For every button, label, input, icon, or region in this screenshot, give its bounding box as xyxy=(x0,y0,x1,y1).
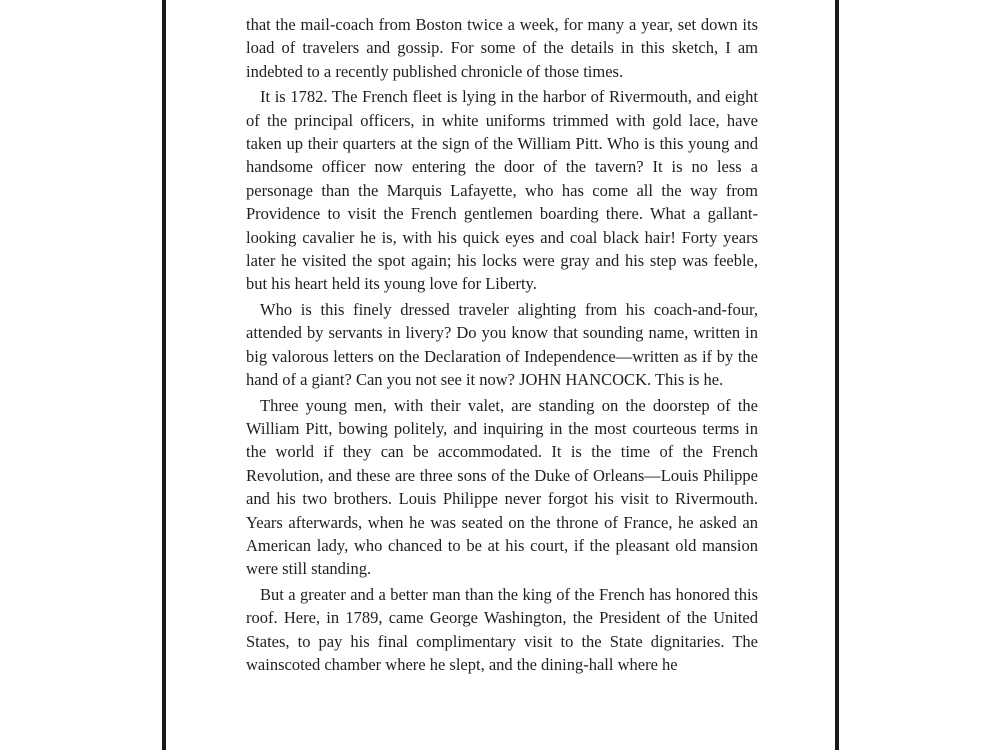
book-page xyxy=(162,0,839,750)
paragraph-3: Who is this finely dressed traveler alighting from his coach-and-four, attended by servants in livery? Do you know that sounding name, written in big valorous letters on the Declaration of Independence—written as if by the hand of a giant? Can you not see it now? JOHN HANCOCK. This is he. xyxy=(246,299,758,390)
page-text xyxy=(246,13,758,678)
paragraph-1: that the mail-coach from Boston twice a week, for many a year, set down its load of travelers and gossip. For some of the details in this sketch, I am indebted to a recently published chronicle of those times. xyxy=(246,15,758,81)
paragraph-4: Three young men, with their valet, are standing on the doorstep of the William Pitt, bowing politely, and inquiring in the most courteous terms in the world if they can be accommodated. It is the time of the French Revolution, and these are three sons of the Duke of Orleans—Louis Philippe and his two brothers. Louis Philippe never forgot his visit to Rivermouth. Years afterwards, when he was seated on the throne of France, he asked an American lady, who chanced to be at his court, if the pleasant old mansion were still standing. xyxy=(246,395,758,579)
paragraph-2: It is 1782. The French fleet is lying in the harbor of Rivermouth, and eight of the principal officers, in white uniforms trimmed with gold lace, have taken up their quarters at the sign of the William Pitt. Who is this young and handsome officer now entering the door of the tavern? It is no less a personage than the Marquis Lafayette, who has come all the way from Providence to visit the French gentlemen boarding there. What a gallant-looking cavalier he is, with his quick eyes and coal black hair! Forty years later he visited the spot again; his locks were gray and his step was feeble, but his heart held its young love for Liberty. xyxy=(246,87,758,294)
paragraph-5: But a greater and a better man than the king of the French has honored this roof. Here, in 1789, came George Washington, the President of the United States, to pay his final complimentary visit to the State dignitaries. The wainscoted chamber where he slept, and the dining-hall where he xyxy=(246,584,758,674)
